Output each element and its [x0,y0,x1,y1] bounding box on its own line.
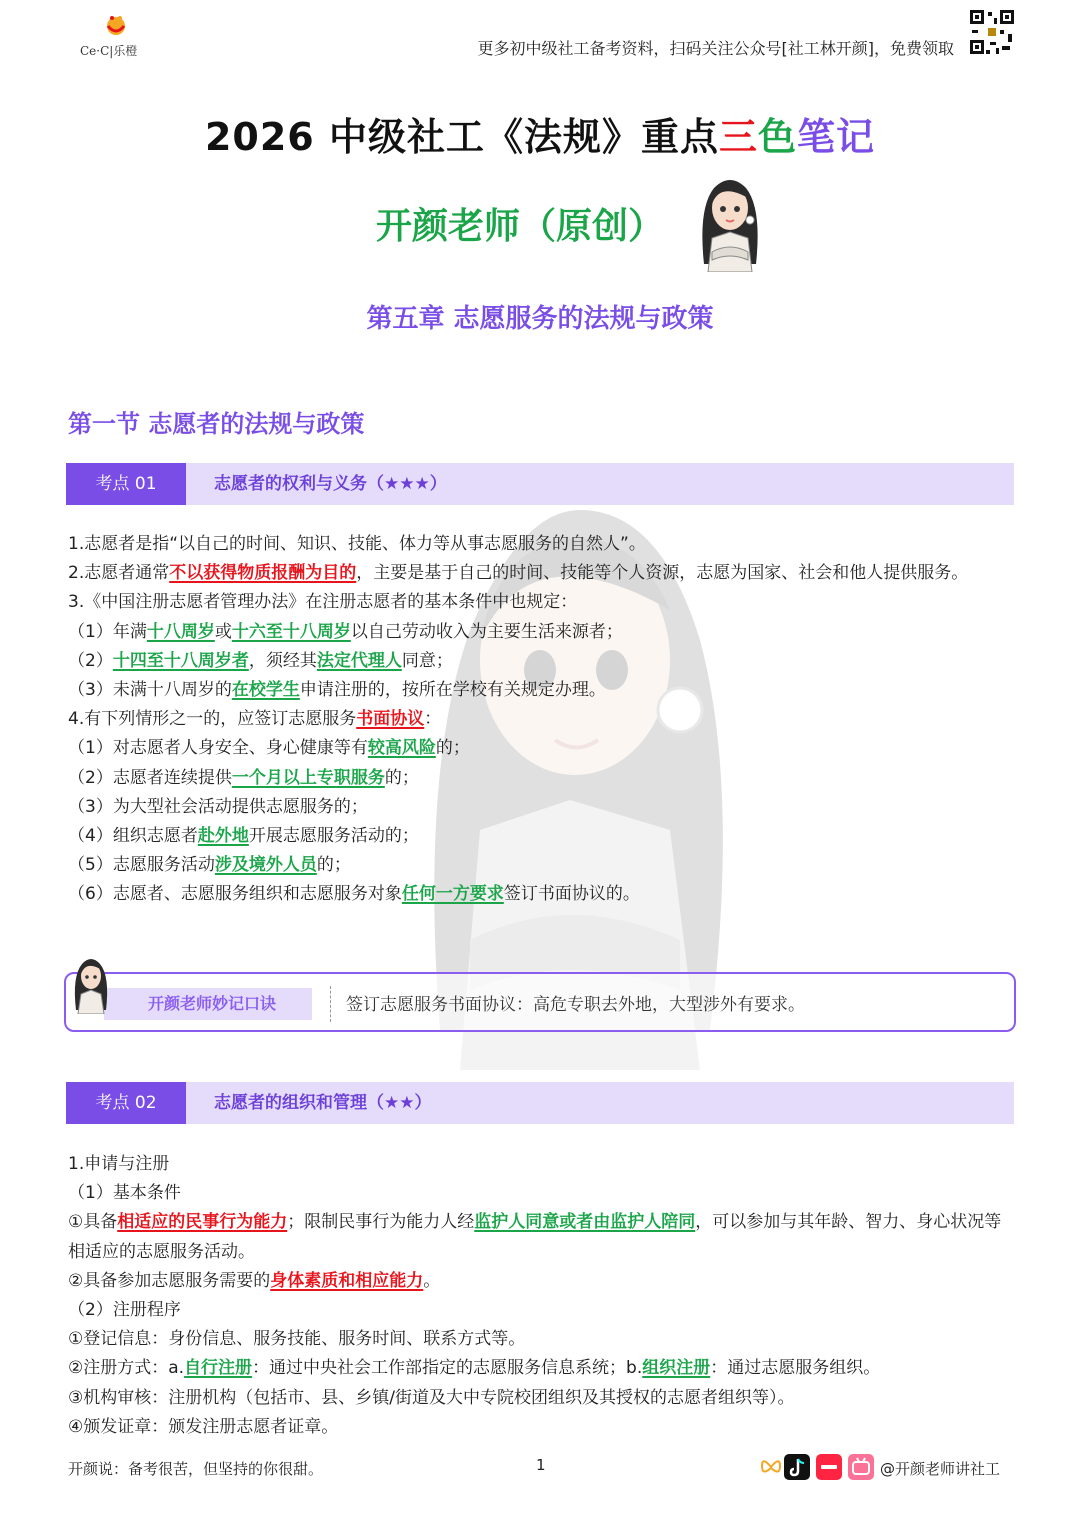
title-purple-text: 笔记 [797,115,876,159]
key-point-bar-02 [66,1082,1014,1124]
green-highlight: 监护人同意或者由监护人陪同 [474,1212,696,1233]
header-promo-text: 更多初中级社工备考资料，扫码关注公众号[社工林开颜]，免费领取 [477,39,954,58]
key-point-02-content [68,1150,1018,1442]
section-heading: 第一节 志愿者的法规与政策 [68,410,365,438]
content-line: 1.志愿者是指“以自己的时间、知识、技能、体力等从事志愿服务的自然人”。 [68,534,646,554]
logo-text: Ce·C|乐橙 [80,44,138,58]
key-point-01-content [68,530,1018,910]
author-subtitle: 开颜老师（原创） [376,206,665,247]
green-highlight: 任何一方要求 [401,884,504,905]
green-highlight: 较高风险 [367,738,436,759]
qr-code-icon[interactable] [968,8,1016,56]
content-line: （2）十四至十八周岁者，须经其法定代理人同意； [68,650,453,671]
content-line: 1.申请与注册 [68,1154,170,1174]
key-point-tag: 考点 01 [66,463,186,505]
green-highlight: 涉及境外人员 [214,855,317,876]
content-line: 3.《中国注册志愿者管理办法》在注册志愿者的基本条件中也规定： [68,592,578,613]
green-highlight: 一个月以上专职服务 [231,767,385,788]
content-line: 4.有下列情形之一的，应签订志愿服务书面协议： [68,709,442,730]
red-highlight: 不以获得物质报酬为目的 [169,563,357,584]
key-point-title: 志愿者的组织和管理（★★） [214,1093,432,1113]
document-title [0,106,1080,161]
key-point-bar-01 [66,463,1014,505]
mnemonic-label: 开颜老师妙记口诀 [104,988,312,1020]
content-line: （1）基本条件 [68,1183,181,1204]
teacher-avatar-icon [690,168,770,272]
title-main-text: 2026 中级社工《法规》重点 [204,115,719,159]
content-line: ②注册方式：a.自行注册：通过中央社会工作部指定的志愿服务信息系统；b.组织注册：通过志愿服务组织。 [68,1358,881,1379]
teacher-small-avatar-icon [68,952,114,1014]
green-highlight: 法定代理人 [316,650,402,671]
content-line: （2）注册程序 [68,1300,181,1321]
page-header [0,0,1080,80]
content-line: （3）为大型社会活动提供志愿服务的； [68,796,368,817]
green-highlight: 在校学生 [231,680,300,701]
content-line: ③机构审核：注册机构（包括市、县、乡镇/街道及大中专院校团组织及其授权的志愿者组织等）。 [68,1387,795,1408]
green-highlight: 十六至十八周岁 [231,621,351,642]
social-handle: @开颜老师讲社工 [880,1460,1001,1478]
content-line: ①具备相适应的民事行为能力；限制民事行为能力人经监护人同意或者由监护人陪同，可以参加与其年龄、智力、身心状况等相适应的志愿服务活动。 [68,1212,1002,1262]
chapter-heading: 第五章 志愿服务的法规与政策 [366,304,714,334]
content-line: （4）组织志愿者赴外地开展志愿服务活动的； [68,826,419,847]
content-line: （1）年满十八周岁或十六至十八周岁以自己劳动收入为主要生活来源者； [68,621,623,642]
green-highlight: 组织注册 [642,1358,711,1379]
red-highlight: 身体素质和相应能力 [270,1270,424,1291]
content-line: ①登记信息：身份信息、服务技能、服务时间、联系方式等。 [68,1329,526,1350]
key-point-title: 志愿者的权利与义务（★★★） [214,474,447,494]
mnemonic-box [64,972,1016,1032]
content-line: （6）志愿者、志愿服务组织和志愿服务对象任何一方要求签订书面协议的。 [68,884,640,905]
xiaohongshu-icon[interactable] [816,1454,842,1480]
green-highlight: 十四至十八周岁者 [112,650,249,671]
content-line: （2）志愿者连续提供一个月以上专职服务的； [68,767,419,788]
sun-logo-icon [102,12,130,38]
title-red-char: 三 [718,115,758,159]
green-highlight: 自行注册 [184,1358,253,1379]
red-highlight: 书面协议 [356,709,425,730]
content-line: ④颁发证章：颁发注册志愿者证章。 [68,1416,339,1437]
page-number: 1 [536,1456,546,1474]
brand-logo [80,12,160,62]
content-line: （5）志愿服务活动涉及境外人员的； [68,855,351,876]
green-highlight: 赴外地 [197,826,249,847]
footer-slogan: 开颜说：备考很苦，但坚持的你很甜。 [68,1460,324,1478]
red-highlight: 相适应的民事行为能力 [117,1212,288,1233]
green-highlight: 十八周岁 [146,621,215,642]
key-point-tag: 考点 02 [66,1082,186,1124]
tiktok-icon[interactable] [784,1454,810,1480]
bilibili-icon[interactable] [848,1454,874,1480]
content-line: ②具备参加志愿服务需要的身体素质和相应能力。 [68,1270,441,1291]
mnemonic-text: 签订志愿服务书面协议：高危专职去外地，大型涉外有要求。 [346,995,805,1015]
content-line: （1）对志愿者人身安全、身心健康等有较高风险的； [68,738,470,759]
content-line: （3）未满十八周岁的在校学生申请注册的，按所在学校有关规定办理。 [68,680,606,701]
butterfly-icon[interactable] [758,1454,784,1480]
content-line: 2.志愿者通常不以获得物质报酬为目的，主要是基于自己的时间、技能等个人资源，志愿为国家、社会和他人提供服务。 [68,563,969,584]
title-green-char: 色 [757,115,797,159]
